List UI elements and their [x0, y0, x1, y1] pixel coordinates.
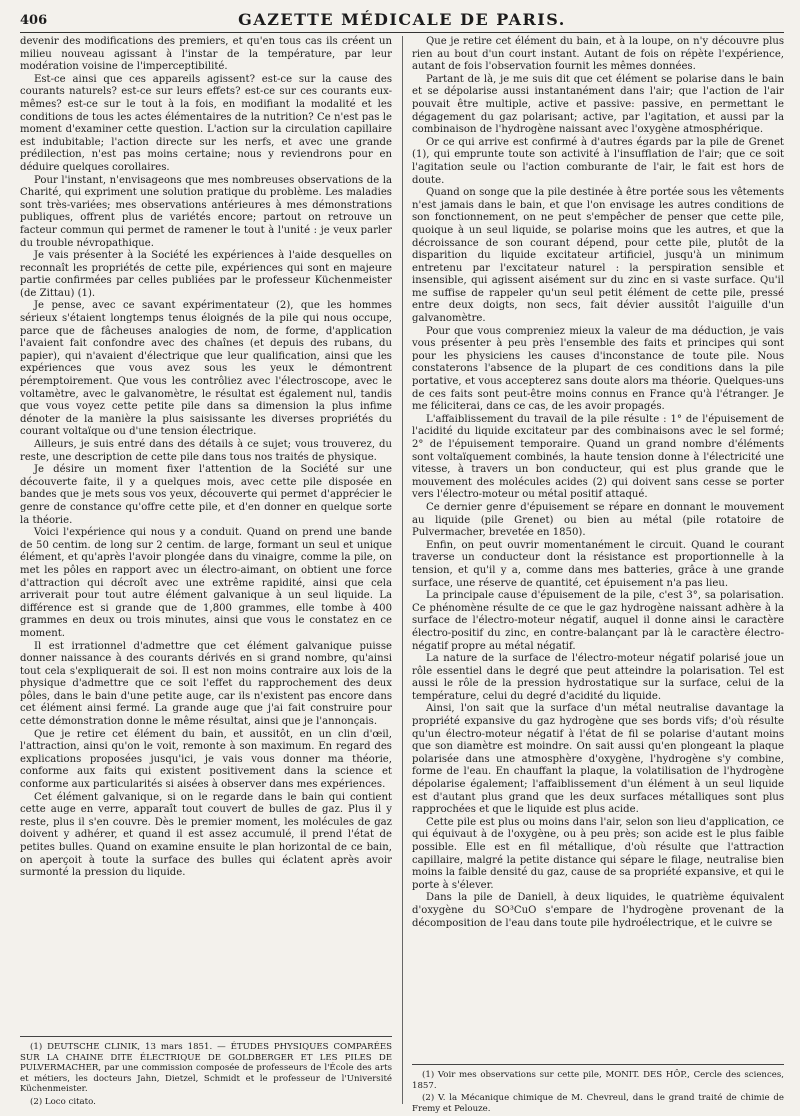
paragraph: Quand on songe que la pile destinée à être portée sous les vêtements n'est jamais dans le bain, et que l'on envisage les autres conditions de son fonctionnement, on ne peut s'empêcher de penser que cette pile, quoique à un seul liquide, se polarise moins que les autres, et que la décroissance de son courant dépend, pour cette pile, plutôt de la disparition du liquide excitateur artificiel, jusqu'à un minimum entretenu par l'excitateur naturel : la perspiration sensible et insensible, qui agissent aisément sur du zinc en si vaste surface. Qu'il me suffise de rappeler qu'un seul petit élément de cette pile, pressé entre deux doigts, non secs, fait dévier aussitôt l'aiguille d'un galvanomètre. [412, 187, 784, 325]
paragraph: La principale cause d'épuisement de la pile, c'est 3°, sa polarisation. Ce phénomène résulte de ce que le gaz hydrogène naissant adhère à la surface de l'électro-moteur négatif, auquel il donne ainsi le caractère électro-positif du zinc, en contre-balançant par là le caractère électro-négatif propre au métal négatif. [412, 590, 784, 652]
left-column [20, 36, 392, 1107]
paragraph: Je vais présenter à la Société les expériences à l'aide desquelles on reconnaît les propriétés de cette pile, expériences qui sont en majeure partie confirmées par celles publiées par le professeur Küchenmeister (de Zittau) (1). [20, 250, 392, 299]
paragraph: Partant de là, je me suis dit que cet élément se polarise dans le bain et se dépolarise aussi instantanément dans l'air; que l'action de l'air pouvait être multiple, active et passive: passive, en permettant le dégagement du gaz polarisant; active, par l'agitation, et aussi par la combinaison de l'hydrogène naissant avec l'oxygène atmosphérique. [412, 73, 784, 136]
paragraph: Ce dernier genre d'épuisement se répare en donnant le mouvement au liquide (pile Grenet) ou bien au métal (pile rotatoire de Pulvermacher, brevetée en 1850). [412, 501, 784, 539]
two-column-body [20, 36, 784, 1114]
paragraph: Il est irrationnel d'admettre que cet élément galvanique puisse donner naissance à des courants dérivés en si grand nombre, qu'ainsi tout cela s'expliquerait de soi. Il est non moins contraire aux lois de la physique d'admettre que ce soit l'effet du rapprochement des deux pôles, dans le bain d'une petite auge, car ils n'existent pas encore dans cet élément ainsi fermé. La grande auge que j'ai fait construire pour cette démonstration donne le même résultat, ainsi que je l'annonçais. [20, 640, 392, 728]
running-title: GAZETTE MÉDICALE DE PARIS. [238, 10, 566, 29]
page-number: 406 [20, 13, 48, 28]
paragraph: Ainsi, l'on sait que la surface d'un métal neutralise davantage la propriété expansive du gaz hydrogène que ses bords vifs; d'où résulte qu'un électro-moteur négatif à l'état de fil se polarise d'autant moins que son diamètre est moindre. On sait aussi qu'en plongeant la plaque polarisée dans une atmosphère d'oxygène, l'hydrogène s'y combine, forme de l'eau. En chauffant la plaque, la volatilisation de l'hydrogène dépolarise également; l'affaiblissement d'un élément à un seul liquide est d'autant plus grand que les deux surfaces métalliques sont plus rapprochées et que le liquide est plus acide. [412, 703, 784, 816]
paragraph: Ailleurs, je suis entré dans des détails à ce sujet; vous trouverez, du reste, une description de cette pile dans tous nos traités de physique. [20, 439, 392, 463]
right-column [412, 36, 784, 1114]
paragraph: Dans la pile de Daniell, à deux liquides, le quatrième équivalent d'oxygène du SO³CuO s'empare de l'hydrogène provenant de la décomposition de l'eau dans toute pile hydroélectrique, et le cuivre se [412, 892, 784, 929]
footnotes-left [20, 1036, 392, 1110]
paragraph: Voici l'expérience qui nous y a conduit. Quand on prend une bande de 50 centim. de long sur 2 centim. de large, formant un seul et unique élément, et qu'après l'avoir plongée dans du vinaigre, comme la pile, on met les pôles en rapport avec un électro-aimant, on obtient une force d'attraction qui décroît avec une extrême rapidité, ainsi que cela arriverait pour tout autre élément galvanique à un seul liquide. La différence est si grande que de 1,800 grammes, elle tombe à 400 grammes en deux ou trois minutes, ainsi que vous le constatez en ce moment. [20, 527, 392, 639]
footnote: (2) Loco citato. [30, 1096, 96, 1107]
paragraph: Que je retire cet élément du bain, et à la loupe, on n'y découvre plus rien au bout d'un court instant. Autant de fois on répète l'expérience, autant de fois l'observation fournit les mêmes données. [412, 36, 784, 73]
paragraph: Que je retire cet élément du bain, et aussitôt, en un clin d'œil, l'attraction, ainsi qu'on le voit, remonte à son maximum. En regard des explications proposées jusqu'ici, je vais vous donner ma théorie, conforme aux faits qui existent positivement dans la science et conforme aux particularités si aisées à observer dans mes expériences. [20, 728, 392, 791]
paragraph: Enfin, on peut ouvrir momentanément le circuit. Quand le courant traverse un conducteur dont la résistance est proportionnelle à la tension, et qu'il y a, comme dans mes batteries, grâce à une grande surface, une réserve de quantité, cet épuisement n'a pas lieu. [412, 539, 784, 589]
paragraph: Est-ce ainsi que ces appareils agissent? est-ce sur la cause des courants naturels? est-ce sur leurs effets? est-ce sur ces courants eux-mêmes? est-ce sur le tout à la fois, en modifiant la modalité et les conditions de tous les actes élémentaires de la nutrition? Ce n'est pas le moment d'examiner cette question. L'action sur la circulation capillaire est indubitable; l'action directe sur les nerfs, et avec une grande prédilection, n'est pas moins certaine; nous y reviendrons pour en déduire quelques corollaires. [20, 73, 392, 173]
paragraph: Pour que vous compreniez mieux la valeur de ma déduction, je vais vous présenter à peu près l'ensemble des faits et principes qui sont pour les physiciens les causes d'inconstance de toute pile. Nous constaterons l'absence de la plupart de ces conditions dans la pile portative, et vous accepterez sans doute alors ma théorie. Quelques-uns de ces faits sont peut-être moins connus en France qu'à l'étranger. Je me féliciterai, dans ce cas, de les avoir propagés. [412, 325, 784, 413]
paragraph: La nature de la surface de l'électro-moteur négatif polarisé joue un rôle essentiel dans le degré que peut atteindre la polarisation. Tel est aussi le rôle de la pression hydrostatique sur la surface, celui de la température, celui du degré d'acidité du liquide. [412, 653, 784, 702]
paragraph: Pour l'instant, n'envisageons que mes nombreuses observations de la Charité, qui expriment une solution pratique du problème. Les maladies sont très-variées; mes observations antérieures à mes démonstrations publiques, offrent plus de variétés encore; partout on retrouve un facteur commun qui permet de ramener le tout à l'unité : je veux parler du trouble névropathique. [20, 174, 392, 249]
footnotes-right [412, 1064, 784, 1116]
paragraph: Je pense, avec ce savant expérimentateur (2), que les hommes sérieux s'étaient longtemps tenus éloignés de la pile qui nous occupe, parce que de fâcheuses analogies de nom, de forme, d'application l'avaient fait confondre avec des chaînes (et depuis des rubans, du papier), qui n'avaient d'électrique que leur qualification, ainsi que les expériences que vous avez sous les yeux le démontrent péremptoirement. Que vous les contrôliez avec l'électroscope, avec le voltamètre, avec le galvanomètre, le résultat est également nul, tandis que vous voyez cette petite pile dans sa dimension la plus infime dénoter de la manière la plus saisissante les diverses propriétés du courant voltaïque ou d'une tension électrique. [20, 300, 392, 438]
page-header [20, 6, 784, 33]
column-rule [402, 36, 403, 1104]
footnote: (1) DEUTSCHE CLINIK, 13 mars 1851. — ÉTUDES PHYSIQUES COMPARÉES SUR LA CHAINE DITE ÉLECTRIQUE DE GOLDBERGER ET LES PILES DE PULVERMACHER, par une commission composée de professeurs de l'École des arts et métiers, les docteurs Jahn, Dietzel, Schmidt et le professeur de l'Université Küchenmeister. [20, 1042, 392, 1095]
paragraph: devenir des modifications des premiers, et qu'en tous cas ils créent un milieu nouveau agissant à l'instar de la température, par leur modération voisine de l'imperceptibilité. [20, 36, 392, 73]
paragraph: Je désire un moment fixer l'attention de la Société sur une découverte faite, il y a quelques mois, avec cette pile disposée en bandes que je mets sous vos yeux, découverte qui permet d'apprécier le genre de constance qu'offre cette pile, et d'en donner en quelque sorte la théorie. [20, 464, 392, 526]
paragraph: Cet élément galvanique, si on le regarde dans le bain qui contient cette auge en verre, apparaît tout couvert de bulles de gaz. Plus il y reste, plus il s'en couvre. Dès le premier moment, les molécules de gaz doivent y adhérer, et quand il est assez accumulé, il prend l'état de petites bulles. Quand on examine ensuite le plan horizontal de ce bain, on aperçoit à toute la surface des bulles qui éclatent après avoir surmonté la pression du liquide. [20, 791, 392, 879]
footnote: (2) V. la Mécanique chimique de M. Chevreul, dans le grand traité de chimie de Fremy et Pelouze. [412, 1093, 784, 1114]
footnote: (1) Voir mes observations sur cette pile, MONIT. DES HÔP., Cercle des sciences, 1857. [412, 1070, 784, 1091]
paragraph: Cette pile est plus ou moins dans l'air, selon son lieu d'application, ce qui équivaut à de l'oxygène, ou à peu près; son acide est le plus faible possible. Elle est en fil métallique, d'où résulte que l'attraction capillaire, malgré la petite distance qui sépare le filage, neutralise bien moins la faible densité du gaz, cause de sa propriété expansive, et qui le porte à s'élever. [412, 816, 784, 891]
paragraph: L'affaiblissement du travail de la pile résulte : 1° de l'épuisement de l'acidité du liquide excitateur par des combinaisons avec le sel formé; 2° de l'épuisement temporaire. Quand un grand nombre d'éléments sont voltaïquement combinés, la haute tension donne à l'électricité une vitesse, à travers un bon conducteur, qui est plus grande que le mouvement des molécules acides (2) qui doivent sans cesse se porter vers l'électro-moteur ou métal positif attaqué. [412, 413, 784, 501]
paragraph: Or ce qui arrive est confirmé à d'autres égards par la pile de Grenet (1), qui emprunte toute son activité à l'insufflation de l'air; que ce soit l'agitation seule ou l'action comburante de l'air, le fait est hors de doute. [412, 136, 784, 186]
